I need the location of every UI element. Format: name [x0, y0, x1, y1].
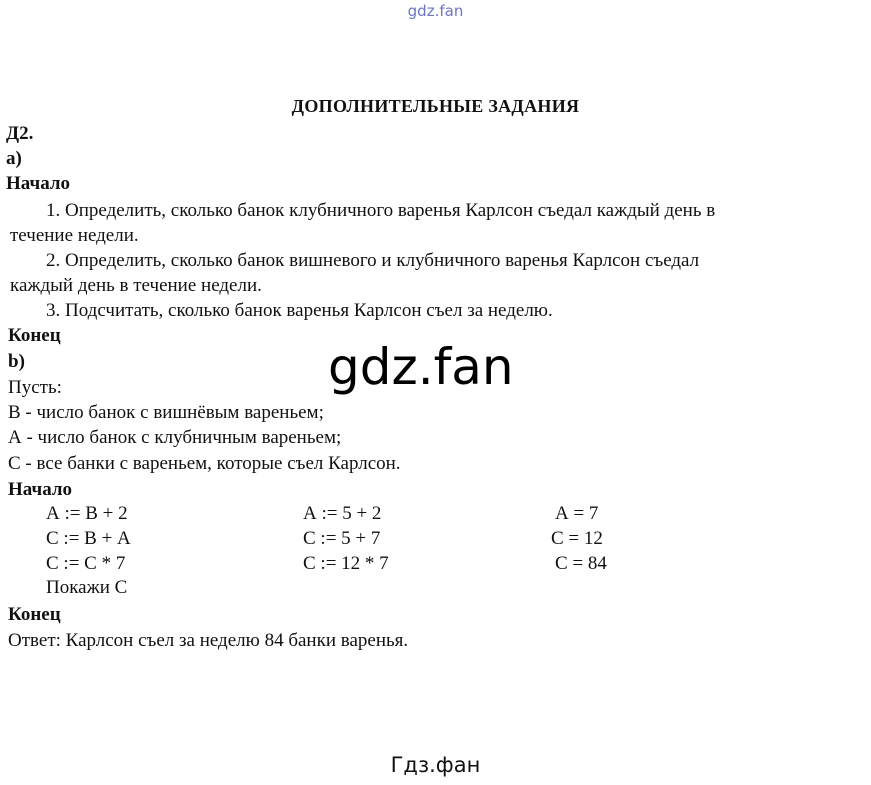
part-b-start: Начало: [8, 479, 73, 500]
row-2-col-1: С := В + А: [46, 528, 131, 549]
step-1-line-1: 1. Определить, сколько банок клубничного варенья Карлсон съедал каждый день в: [46, 200, 716, 221]
part-a-label: а): [6, 148, 22, 169]
part-b-label: b): [8, 351, 25, 372]
step-1-line-2: течение недели.: [10, 225, 139, 246]
definition-a: А - число банок с клубничным вареньем;: [8, 427, 342, 448]
row-3-col-1: С := С * 7: [46, 553, 126, 574]
part-a-end: Конец: [8, 325, 61, 346]
step-2-line-1: 2. Определить, сколько банок вишневого и клубничного варенья Карлсон съедал: [46, 250, 700, 271]
let-label: Пусть:: [8, 377, 62, 398]
watermark-top: gdz.fan: [407, 2, 464, 20]
task-label: Д2.: [6, 123, 34, 144]
watermark-bottom: Гдз.фан: [390, 753, 481, 777]
page-heading: ДОПОЛНИТЕЛЬНЫЕ ЗАДАНИЯ: [291, 96, 580, 116]
definition-c: С - все банки с вареньем, которые съел Карлсон.: [8, 453, 401, 474]
definition-b: В - число банок с вишнёвым вареньем;: [8, 402, 324, 423]
part-a-start: Начало: [6, 173, 71, 194]
step-3-line-1: 3. Подсчитать, сколько банок варенья Карлсон съел за неделю.: [46, 300, 553, 321]
row-2-col-2: С := 5 + 7: [303, 528, 381, 549]
row-1-col-2: А := 5 + 2: [303, 503, 382, 524]
watermark-middle: gdz.fan: [328, 338, 514, 396]
row-3-col-3: С = 84: [555, 553, 607, 574]
show-statement: Покажи С: [46, 577, 128, 598]
row-2-col-3: С = 12: [551, 528, 603, 549]
row-1-col-1: А := В + 2: [46, 503, 128, 524]
step-2-line-2: каждый день в течение недели.: [10, 275, 262, 296]
row-3-col-2: С := 12 * 7: [303, 553, 389, 574]
row-1-col-3: А = 7: [555, 503, 599, 524]
part-b-end: Конец: [8, 604, 61, 625]
answer-text: Ответ: Карлсон съел за неделю 84 банки варенья.: [8, 630, 409, 651]
